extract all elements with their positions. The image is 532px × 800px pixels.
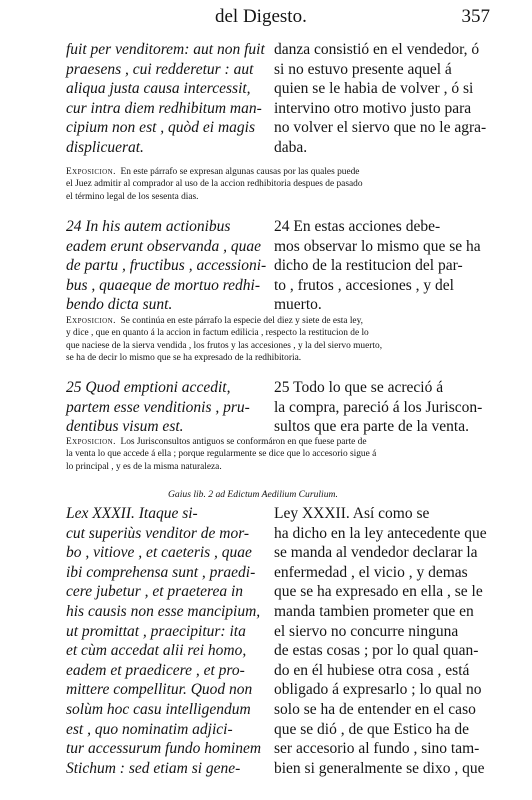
spanish-line: de estas cosas ; por lo qual quan- [274, 642, 479, 660]
latin-line: his causis non esse mancipium, [66, 602, 261, 620]
latin-text-block [66, 504, 262, 778]
spanish-text-block [274, 504, 486, 778]
latin-line: ut promittat , praecipitur: ita [66, 622, 246, 640]
latin-line: bo , vitiove , et caeteris , quae [66, 544, 252, 562]
latin-line: cere jubetur , et praeterea in [66, 583, 244, 601]
spanish-line: obligado á expresarlo ; lo qual no [274, 681, 482, 699]
exposicion-label: Exposicion. [66, 437, 116, 447]
spanish-line: se manda al vendedor declarar la [274, 544, 478, 562]
exposicion-line: Exposicion. En este párrafo se expresan algunas causas por las quales puede [66, 167, 360, 177]
latin-line: displicuerat. [66, 138, 144, 156]
latin-text-block [66, 378, 262, 437]
exposicion-note [66, 436, 486, 473]
page-number: 357 [461, 6, 490, 27]
latin-line: et cùm accedat alii rei homo, [66, 642, 247, 660]
spanish-line: enfermedad , el vicio , y demas [274, 563, 468, 581]
spanish-line: Ley XXXII. Así como se [274, 505, 430, 522]
latin-line: 24 In his autem actionibus [66, 218, 231, 235]
spanish-line: daba. [274, 138, 308, 156]
spanish-line: danza consistió en el vendedor, ó [274, 41, 480, 58]
spanish-line: ser accesorio al fundo , sino tam- [274, 740, 480, 758]
exposicion-line: la venta lo que accede á ella ; porque regularmente se dice que lo accesorio sigue á [66, 449, 377, 460]
spanish-line: la compra, pareció á los Juriscon- [274, 398, 483, 416]
latin-line: est , quo nominatim adjici- [66, 720, 233, 738]
latin-line: praesens , cui redderetur : aut [66, 60, 254, 78]
spanish-line: intervino otro motivo justo para [274, 99, 472, 117]
exposicion-line: Exposicion. Los Jurisconsultos antiguos se conformáron en que fuese parte de [66, 437, 367, 447]
latin-line: Stichum : sed etiam si gene- [66, 759, 241, 777]
spanish-line: 24 En estas acciones debe- [274, 218, 441, 235]
latin-line: ibi comprehensa sunt , praedi- [66, 563, 256, 581]
spanish-line: do en él hubiese otra cosa , está [274, 661, 470, 679]
latin-text-block [66, 40, 265, 158]
exposicion-label: Exposicion. [66, 167, 116, 177]
spanish-line: no volver el siervo que no le agra- [274, 119, 487, 137]
spanish-line: mos observar lo mismo que se ha [274, 237, 481, 255]
latin-line: fuit per venditorem: aut non fuit [66, 41, 265, 58]
exposicion-line: y dice , que en quanto á la accion in factum edilicia , respecto la restitucion de lo [66, 328, 369, 339]
latin-line: tur accessurum fundo hominem [66, 740, 262, 758]
spanish-text-block [274, 40, 486, 158]
exposicion-line: el término legal de los sesenta dias. [66, 191, 199, 202]
exposicion-line: Exposicion. Se continúa en este párrafo la especie del diez y siete de esta ley, [66, 316, 364, 326]
exposicion-line: el Juez admitir al comprador al uso de la accion redhibitoria despues de pasado [66, 179, 363, 190]
latin-line: de partu , fructibus , accessioni- [66, 257, 267, 275]
latin-line: partem esse venditionis , pru- [66, 398, 250, 416]
spanish-line: muerto. [274, 296, 322, 314]
latin-line: cur intra diem redhibitum man- [66, 99, 262, 117]
exposicion-line: se ha de decir lo mismo que se ha expresado de la redhibitoria. [66, 353, 302, 364]
latin-line: eadem erunt observanda , quae [66, 237, 261, 255]
spanish-text-block [274, 217, 486, 315]
exposicion-note [66, 315, 486, 365]
spanish-line: quien se le habia de volver , ó si [274, 80, 474, 98]
latin-line: bendo dicta sunt. [66, 296, 173, 314]
latin-line: solùm hoc casu intelligendum [66, 700, 251, 718]
spanish-line: to , frutos , accesiones , y del [274, 276, 454, 294]
latin-line: cipium non est , quòd ei magis [66, 119, 255, 137]
spanish-line: manda tambien prometer que en [274, 602, 474, 620]
exposicion-label: Exposicion. [66, 316, 116, 326]
spanish-line: que se dió , de que Estico ha de [274, 720, 469, 738]
latin-line: cut superiùs venditor de mor- [66, 524, 250, 542]
spanish-line: el siervo no concurre ninguna [274, 622, 459, 640]
spanish-line: 25 Todo lo que se acreció á [274, 379, 444, 396]
latin-line: Lex XXXII. Itaque si- [66, 505, 198, 522]
spanish-line: ha dicho en la ley antecedente que [274, 524, 487, 542]
latin-line: eadem et praedicere , et pro- [66, 661, 245, 679]
spanish-line: que se ha expresado en ella , se le [274, 583, 483, 601]
exposicion-line: lo principal , y es de la misma naturaleza. [66, 461, 222, 472]
latin-line: mittere compellitur. Quod non [66, 681, 253, 699]
spanish-line: bien si generalmente se dixo , que [274, 759, 485, 777]
latin-line: dentibus visum est. [66, 418, 184, 436]
spanish-text-block [274, 378, 486, 437]
latin-line: bus , quaeque de mortuo redhi- [66, 276, 261, 294]
exposicion-line: que naciese de la sierva vendida , los frutos y las accesiones , y la del siervo muerto, [66, 340, 383, 351]
spanish-line: dicho de la restitucion del par- [274, 257, 463, 275]
latin-line: aliqua justa causa intercessit, [66, 80, 251, 98]
latin-line: 25 Quod emptioni accedit, [66, 379, 231, 396]
source-attribution: Gaius lib. 2 ad Edictum Aedilium Curulium. [168, 489, 338, 500]
spanish-line: sultos que era parte de la venta. [274, 418, 469, 436]
latin-text-block [66, 217, 267, 315]
running-header: del Digesto. [215, 6, 307, 27]
exposicion-note [66, 166, 486, 203]
spanish-line: solo se ha de entender en el caso [274, 700, 476, 718]
spanish-line: si no estuvo presente aquel á [274, 60, 452, 78]
